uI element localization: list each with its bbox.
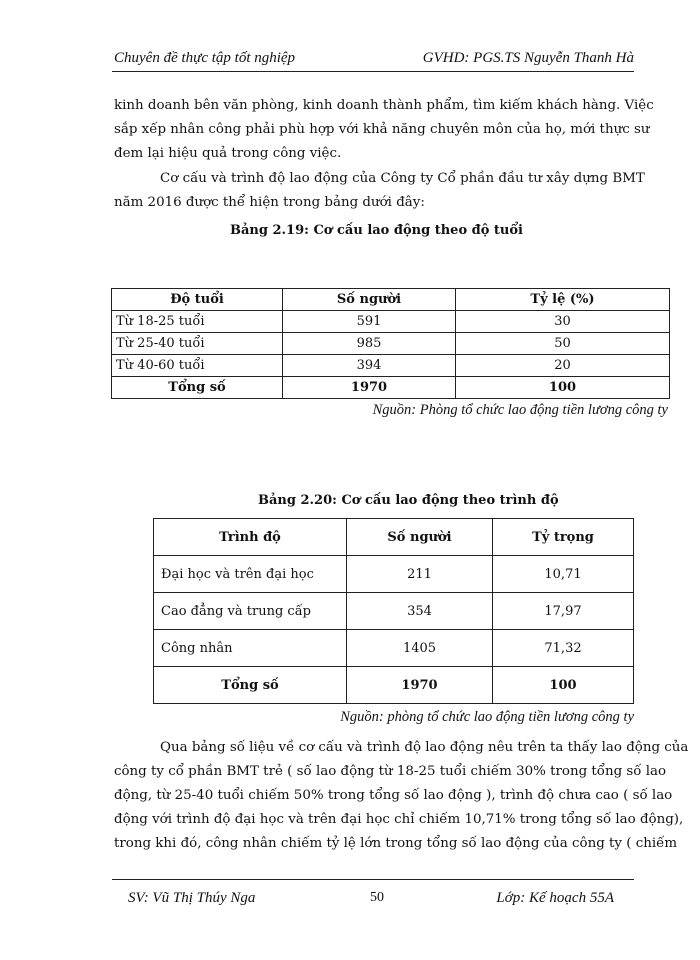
table-cell: 1970 xyxy=(347,667,493,704)
header-divider xyxy=(112,71,634,72)
table-cell: 50 xyxy=(456,333,670,355)
text-line: động với trình độ đại học và trên đại học chỉ chiếm 10,71% trong tổng số lao động), xyxy=(114,812,684,827)
column-header: Tỷ trọng xyxy=(493,519,634,556)
table-cell: 394 xyxy=(283,355,456,377)
page-footer xyxy=(128,890,628,910)
text-line: kinh doanh bên văn phòng, kinh doanh thành phẩm, tìm kiếm khách hàng. Việc xyxy=(114,98,654,113)
table-cell: 591 xyxy=(283,311,456,333)
text-line: Cơ cấu và trình độ lao động của Công ty Cổ phần đầu tư xây dựng BMT xyxy=(160,171,645,186)
text-line: động, từ 25-40 tuổi chiếm 50% trong tổng số lao động ), trình độ chưa cao ( số lao xyxy=(114,788,673,803)
page-header xyxy=(114,50,634,67)
footer-class: Lớp: Kế hoạch 55A xyxy=(496,890,614,906)
table-total-row xyxy=(112,377,670,399)
table-cell: Công nhân xyxy=(154,630,347,667)
table-cell: 985 xyxy=(283,333,456,355)
column-header: Số người xyxy=(347,519,493,556)
table-cell: 211 xyxy=(347,556,493,593)
table-cell: 1970 xyxy=(283,377,456,399)
table-row xyxy=(112,333,670,355)
table-cell: 1405 xyxy=(347,630,493,667)
text-line: năm 2016 được thể hiện trong bảng dưới đây: xyxy=(114,195,425,210)
table-cell: Tổng số xyxy=(112,377,283,399)
table-row xyxy=(154,556,634,593)
table-row xyxy=(112,355,670,377)
column-header: Trình độ xyxy=(154,519,347,556)
table-cell: 100 xyxy=(493,667,634,704)
footer-student: SV: Vũ Thị Thúy Nga xyxy=(128,890,256,906)
table-cell: Từ 18-25 tuổi xyxy=(112,311,283,333)
table-cell: 10,71 xyxy=(493,556,634,593)
table-cell: 30 xyxy=(456,311,670,333)
table-cell: 100 xyxy=(456,377,670,399)
table-cell: Đại học và trên đại học xyxy=(154,556,347,593)
text-line: đem lại hiệu quả trong công việc. xyxy=(114,146,342,161)
table-total-row xyxy=(154,667,634,704)
text-line: công ty cổ phần BMT trẻ ( số lao động từ 18-25 tuổi chiếm 30% trong tổng số lao xyxy=(114,764,667,779)
table-cell: 20 xyxy=(456,355,670,377)
column-header: Tỷ lệ (%) xyxy=(456,289,670,311)
table-row xyxy=(154,593,634,630)
column-header: Số người xyxy=(283,289,456,311)
table-cell: Tổng số xyxy=(154,667,347,704)
intro-paragraph xyxy=(114,94,654,166)
table-cell: Cao đẳng và trung cấp xyxy=(154,593,347,630)
table-row xyxy=(112,311,670,333)
table-cell: 354 xyxy=(347,593,493,630)
table-cell: 17,97 xyxy=(493,593,634,630)
qualification-structure-table xyxy=(153,518,634,704)
table1-source: Nguồn: Phòng tổ chức lao động tiền lương công ty xyxy=(372,402,668,418)
table2-caption: Bảng 2.20: Cơ cấu lao động theo trình độ xyxy=(258,493,559,508)
page-number: 50 xyxy=(370,890,384,905)
table-cell: 71,32 xyxy=(493,630,634,667)
table1-caption: Bảng 2.19: Cơ cấu lao động theo độ tuổi xyxy=(230,223,523,238)
table-row xyxy=(154,630,634,667)
age-structure-table xyxy=(111,288,670,399)
text-line: sắp xếp nhân công phải phù hợp với khả năng chuyên môn của họ, mới thực sư xyxy=(114,122,650,137)
table-header-row xyxy=(154,519,634,556)
table2-source: Nguồn: phòng tổ chức lao động tiền lương công ty xyxy=(340,709,634,725)
header-topic: Chuyên đề thực tập tốt nghiệp xyxy=(114,50,296,66)
analysis-paragraph xyxy=(114,736,689,856)
table-cell: Từ 40-60 tuổi xyxy=(112,355,283,377)
header-advisor: GVHD: PGS.TS Nguyễn Thanh Hà xyxy=(422,50,634,66)
text-line: trong khi đó, công nhân chiếm tỷ lệ lớn trong tổng số lao động của công ty ( chiếm xyxy=(114,836,678,851)
table-cell: Từ 25-40 tuổi xyxy=(112,333,283,355)
table-header-row xyxy=(112,289,670,311)
lead-paragraph xyxy=(114,167,645,215)
text-line: Qua bảng số liệu về cơ cấu và trình độ lao động nêu trên ta thấy lao động của xyxy=(160,740,689,755)
footer-divider xyxy=(112,879,634,880)
column-header: Độ tuổi xyxy=(112,289,283,311)
